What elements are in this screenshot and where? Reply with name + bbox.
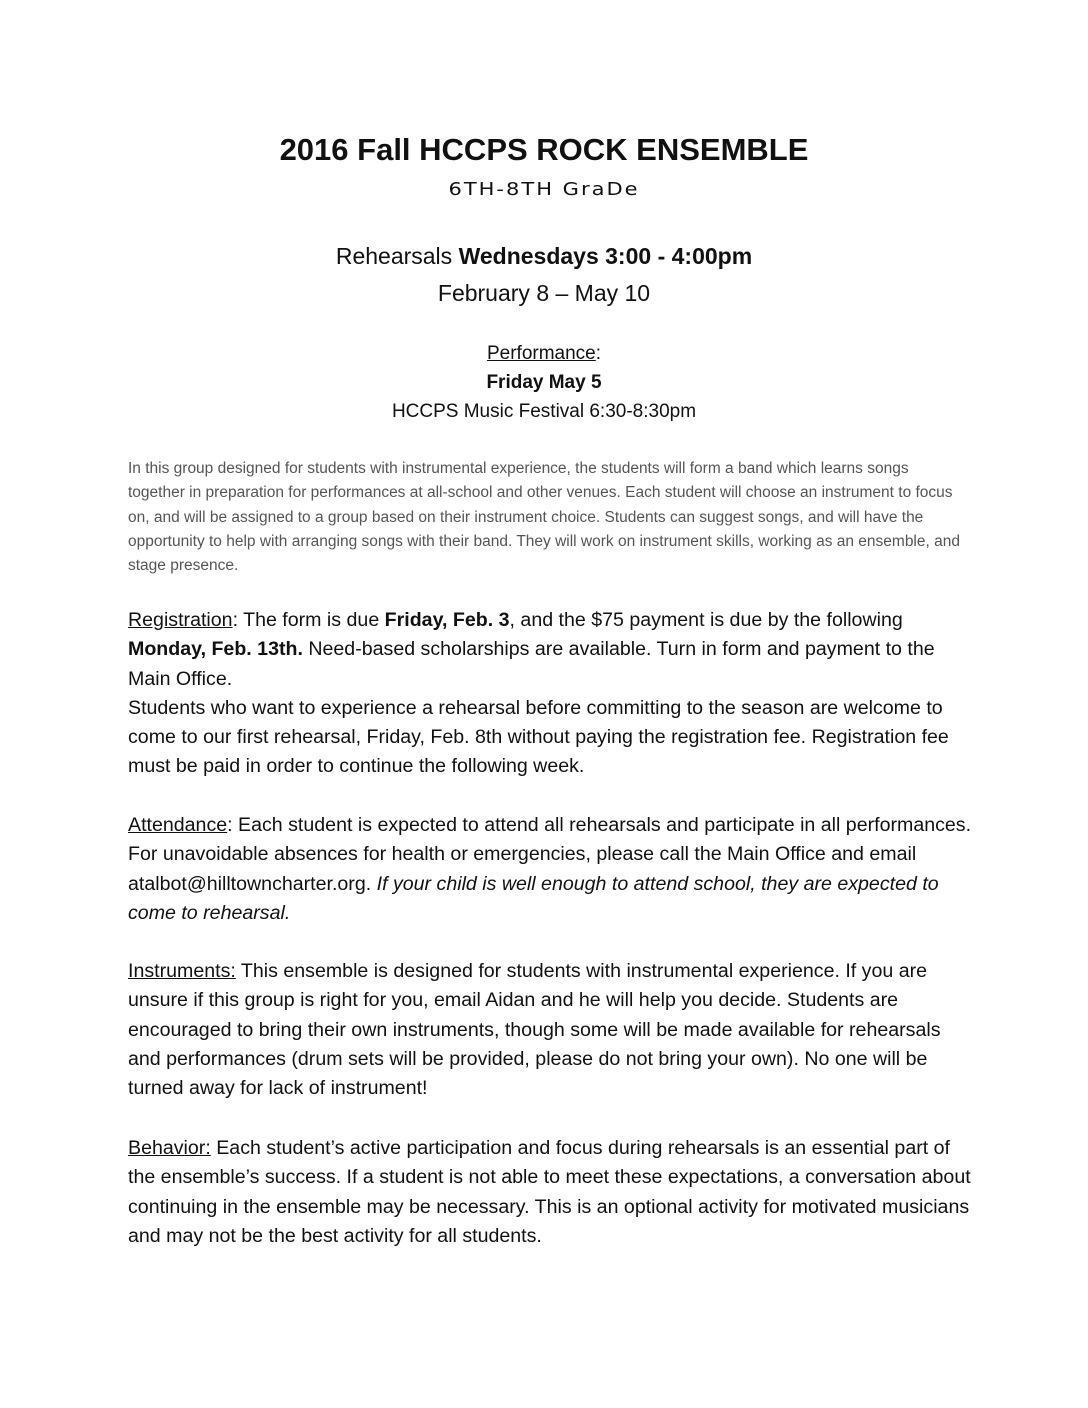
rehearsal-dates: February 8 – May 10 (437, 280, 651, 306)
registration-text-3: Need-based scholarships are available. Turn in form and payment to the Main Office. (128, 638, 935, 690)
grade-subtitle: 6TH-8TH GraDe (448, 178, 640, 200)
performance-event: HCCPS Music Festival 6:30-8:30pm (391, 401, 697, 422)
registration-text-1: : The form is due (232, 609, 385, 631)
behavior-heading: Behavior: (128, 1137, 211, 1159)
registration-due-date: Friday, Feb. 3 (384, 609, 510, 631)
page-title: 2016 Fall HCCPS ROCK ENSEMBLE (279, 132, 809, 167)
performance-colon: : (595, 343, 602, 364)
behavior-section (128, 1134, 973, 1251)
trial-rehearsal-text: Students who want to experience a rehearsal before committing to the season are welcome to come to our first rehearsal, Friday, Feb. 8th without paying the registration fee. Registration fee must be paid in order to continue the following week. (128, 696, 949, 778)
attendance-section (128, 811, 973, 928)
instruments-heading: Instruments: (128, 960, 236, 982)
behavior-text: Each student’s active participation and focus during rehearsals is an essential part of the ensemble’s success. If a student is not able to meet these expectations, a conversation about continuing in the ensemble may be necessary. This is an optional activity for motivated musicians and may not be the best activity for all students. (128, 1137, 971, 1247)
registration-text-2: , and the $75 payment is due by the following (509, 609, 903, 631)
rehearsal-schedule (0, 241, 1088, 271)
rehearsal-time: Wednesdays 3:00 - 4:00pm (458, 243, 753, 269)
registration-section (128, 606, 973, 782)
performance-date: Friday May 5 (486, 372, 602, 393)
attendance-italic-note: If your child is well enough to attend school, they are expected to come to rehearsal. (128, 872, 939, 924)
rehearsal-prefix: Rehearsals (335, 243, 459, 269)
performance-heading (0, 340, 1088, 368)
attendance-heading: Attendance (128, 814, 228, 836)
payment-due-date: Monday, Feb. 13th. (128, 638, 303, 661)
instruments-text: This ensemble is designed for students with instrumental experience. If you are unsure if this group is right for you, email Aidan and he will help you decide. Students are encouraged to bring their own instruments, though some will be made available for rehearsals and performances (drum sets will be provided, please do not bring your own). No one will be turned away for lack of instrument! (128, 960, 941, 1100)
registration-heading: Registration (128, 609, 233, 631)
attendance-text: : Each student is expected to attend all rehearsals and participate in all performances. For unavoidable absences for health or emergencies, please call the Main Office and email atalbot@hilltowncharter.org. (128, 814, 972, 895)
intro-paragraph: In this group designed for students with instrumental experience, the students will form a band which learns songs together in preparation for performances at all-school and other venues. Each student will choose an instrument to focus on, and will be assigned to a group based on their instrument choice. Students can suggest songs, and will have the opportunity to help with arranging songs with their band. They will work on instrument skills, working as an ensemble, and stage presence. (128, 460, 960, 575)
instruments-section (128, 957, 973, 1103)
performance-label: Performance (486, 343, 596, 364)
